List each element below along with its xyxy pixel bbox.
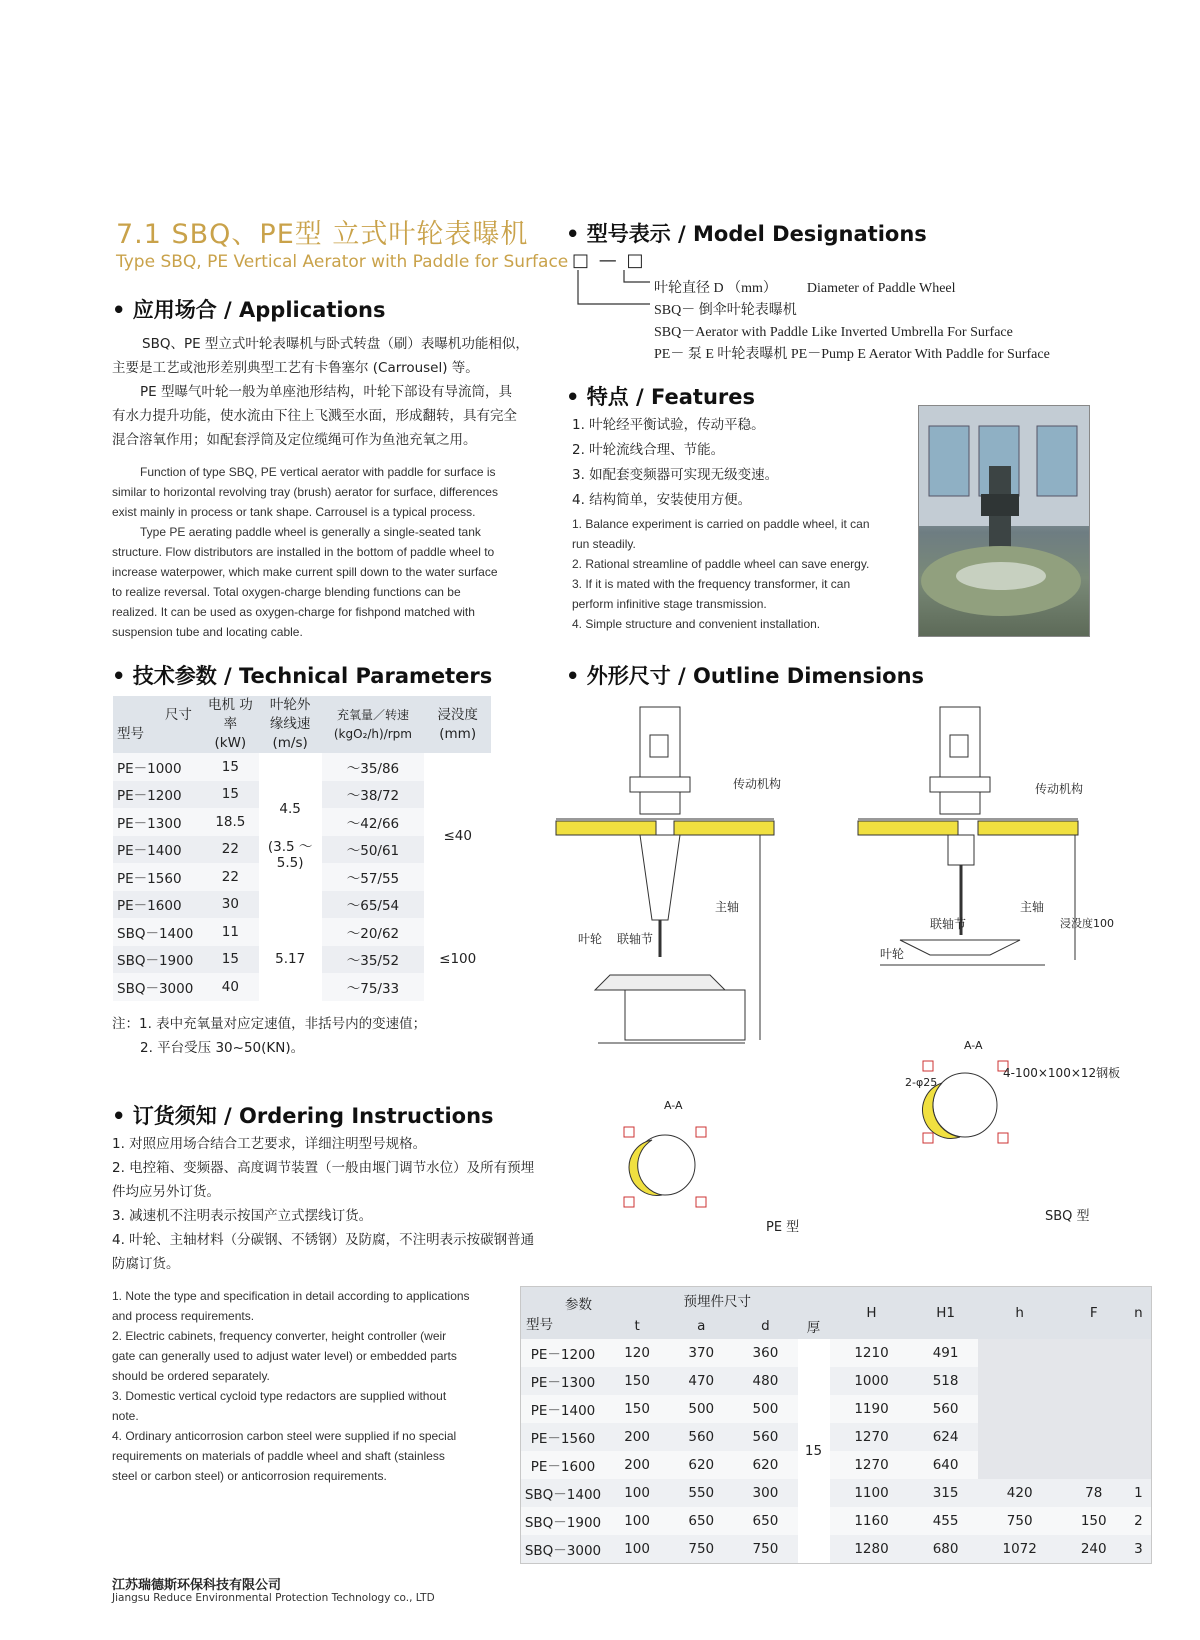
page-title: 7.1 SBQ、PE型 立式叶轮表曝机 — [116, 219, 529, 250]
model-line-4: PE－ 泵 E 叶轮表曝机 PE－Pump E Aerator With Paddle for Surface — [654, 347, 1050, 362]
dim-H: 1210 — [830, 1339, 914, 1367]
dim-F: 150 — [1062, 1507, 1126, 1535]
feature-cn: 2. 叶轮流线合理、节能。 — [572, 442, 725, 458]
table-row — [521, 1479, 1152, 1507]
dim-h: 420 — [978, 1479, 1062, 1507]
tp-pe-speed-fixed: 4.5 — [279, 800, 301, 817]
tp-power: 15 — [202, 946, 259, 974]
app-en-line: Type PE aerating paddle wheel is generally a single-seated tank — [140, 525, 481, 539]
tp-sbq-speed: 5.17 — [259, 918, 322, 1001]
app-en-line: structure. Flow distributors are installed in the bottom of paddle wheel to — [112, 545, 495, 559]
tp-header-oxygen: 充氧量／转速 (kgO₂/h)/rpm — [322, 696, 425, 753]
table-row — [113, 918, 491, 946]
dim-header-H: H — [830, 1287, 914, 1340]
feature-cn: 3. 如配套变频器可实现无级变速。 — [572, 467, 779, 483]
applications-en — [112, 462, 542, 642]
ordering-en-line: note. — [112, 1409, 139, 1423]
dim-a: 750 — [669, 1535, 733, 1564]
model-legend — [654, 278, 1074, 366]
ordering-cn — [112, 1132, 557, 1276]
dim-H1: 640 — [914, 1451, 978, 1479]
tp-model: SBQ－1900 — [113, 946, 202, 974]
dim-n: 2 — [1126, 1507, 1152, 1535]
dim-H1: 624 — [914, 1423, 978, 1451]
dim-t: 150 — [605, 1367, 669, 1395]
tp-power: 22 — [202, 836, 259, 864]
pe-aa-section — [624, 1127, 706, 1207]
dim-n — [1126, 1395, 1152, 1423]
pe-aa-label: A-A — [664, 1099, 683, 1112]
tp-pe-depth: ≤40 — [424, 753, 491, 918]
outline-heading: • 外形尺寸 / Outline Dimensions — [566, 664, 925, 688]
dim-n: 3 — [1126, 1535, 1152, 1564]
tp-oxygen: ～57/55 — [322, 863, 425, 891]
table-row — [113, 753, 491, 781]
ordering-cn-line: 1. 对照应用场合结合工艺要求，详细注明型号规格。 — [112, 1136, 427, 1152]
tp-oxygen: ～20/62 — [322, 918, 425, 946]
dim-d: 360 — [733, 1339, 797, 1367]
dim-h: 750 — [978, 1507, 1062, 1535]
ordering-cn-line: 3. 减速机不注明表示按国产立式摆线订货。 — [112, 1208, 373, 1224]
photo-illustration — [919, 406, 1089, 636]
feature-en: 4. Simple structure and convenient installation. — [572, 617, 821, 631]
pe-wheel-label: 叶轮 — [578, 932, 603, 946]
dim-F — [1062, 1395, 1126, 1423]
table-row — [521, 1395, 1152, 1423]
dim-F — [1062, 1423, 1126, 1451]
dim-a: 550 — [669, 1479, 733, 1507]
table-row — [521, 1339, 1152, 1367]
sbq-holes-label: 2-φ25 — [905, 1076, 938, 1089]
dim-t: 200 — [605, 1423, 669, 1451]
pe-coupling-label: 联轴节 — [617, 932, 654, 946]
dim-t: 100 — [605, 1507, 669, 1535]
tech-note-1: 注：1. 表中充氧量对应定速值，非括号内的变速值； — [112, 1016, 427, 1032]
ordering-en — [112, 1286, 507, 1486]
dim-a: 650 — [669, 1507, 733, 1535]
dim-header-a: a — [669, 1313, 733, 1339]
sbq-steel-plate-label: 4-100×100×12钢板 — [1003, 1066, 1121, 1080]
dim-d: 750 — [733, 1535, 797, 1564]
dim-t: 200 — [605, 1451, 669, 1479]
app-en-line: Function of type SBQ, PE vertical aerator with paddle for surface is — [140, 465, 496, 479]
dim-header-t: t — [605, 1313, 669, 1339]
dim-H1: 560 — [914, 1395, 978, 1423]
tp-oxygen: ～50/61 — [322, 836, 425, 864]
ordering-en-line: should be ordered separately. — [112, 1369, 270, 1383]
tp-oxygen: ～42/66 — [322, 808, 425, 836]
app-en-line: increase waterpower, which make current spill down to the water surface — [112, 565, 498, 579]
ordering-en-line: 3. Domestic vertical cycloid type redactors are supplied without — [112, 1389, 447, 1403]
dimensions-table — [520, 1286, 1152, 1564]
dim-a: 500 — [669, 1395, 733, 1423]
dim-t: 120 — [605, 1339, 669, 1367]
ordering-en-line: 1. Note the type and specification in detail according to applications — [112, 1289, 470, 1303]
tp-header-depth: 浸没度 (mm) — [424, 696, 491, 753]
dim-d: 650 — [733, 1507, 797, 1535]
dim-F: 78 — [1062, 1479, 1126, 1507]
features-heading: • 特点 / Features — [566, 385, 756, 409]
model-diameter-en: Diameter of Paddle Wheel — [806, 281, 956, 296]
dim-F — [1062, 1339, 1126, 1367]
table-row — [521, 1535, 1152, 1564]
sbq-wheel-label: 叶轮 — [880, 947, 905, 961]
dim-t: 150 — [605, 1395, 669, 1423]
ordering-cn-line: 件均应另外订货。 — [112, 1184, 220, 1200]
applications-cn — [112, 332, 542, 452]
app-cn-line: SBQ、PE 型立式叶轮表曝机与卧式转盘（刷）表曝机功能相似， — [142, 336, 529, 352]
ordering-en-line: gate can generally used to adjust water level) or embedded parts — [112, 1349, 457, 1363]
dim-d: 480 — [733, 1367, 797, 1395]
model-bracket-lines — [572, 268, 652, 318]
dim-corner-header — [521, 1287, 606, 1340]
tp-header-model: 型号 — [117, 725, 144, 742]
tp-model: PE－1400 — [113, 836, 202, 864]
sbq-aa-label: A-A — [964, 1039, 983, 1052]
tp-oxygen: ～65/54 — [322, 891, 425, 919]
dim-header-d: d — [733, 1313, 797, 1339]
ordering-en-line: and process requirements. — [112, 1309, 255, 1323]
dim-H: 1270 — [830, 1423, 914, 1451]
sbq-type-label: SBQ 型 — [1045, 1209, 1090, 1224]
dim-model: PE－1300 — [521, 1367, 606, 1395]
ordering-en-line: 2. Electric cabinets, frequency converter, height controller (weir — [112, 1329, 447, 1343]
sbq-depth-label: 浸没度100 — [1060, 917, 1114, 930]
dim-h — [978, 1451, 1062, 1479]
tp-oxygen: ～35/86 — [322, 753, 425, 781]
app-en-line: realized. It can be used as oxygen-charge for fishpond matched with — [112, 605, 475, 619]
model-heading: • 型号表示 / Model Designations — [566, 222, 927, 246]
tp-pe-speed — [259, 753, 322, 918]
dim-n — [1126, 1367, 1152, 1395]
app-cn-line: 有水力提升功能，使水流由下往上飞溅至水面，形成翻转，具有完全 — [112, 408, 517, 424]
tp-header-power: 电机 功率 (kW) — [202, 696, 259, 753]
table-row — [521, 1451, 1152, 1479]
model-diameter-cn: 叶轮直径 D （mm） — [654, 281, 777, 296]
dim-H: 1270 — [830, 1451, 914, 1479]
ordering-cn-line: 4. 叶轮、主轴材料（分碳钢、不锈钢）及防腐，不注明表示按碳钢普通 — [112, 1232, 535, 1248]
tp-power: 18.5 — [202, 808, 259, 836]
dim-header-h: h — [978, 1287, 1062, 1340]
app-en-line: exist mainly in process or tank shape. Carrousel is a typical process. — [112, 505, 476, 519]
dim-H: 1000 — [830, 1367, 914, 1395]
tp-model: PE－1200 — [113, 781, 202, 809]
ordering-en-line: 4. Ordinary anticorrosion carbon steel were supplied if no special — [112, 1429, 457, 1443]
dim-model: PE－1400 — [521, 1395, 606, 1423]
applications-heading: • 应用场合 / Applications — [112, 298, 386, 322]
app-cn-line: 主要是工艺或池形差别典型工艺有卡鲁塞尔 (Carrousel) 等。 — [112, 360, 479, 376]
dim-n — [1126, 1339, 1152, 1367]
dim-header-n: n — [1126, 1287, 1152, 1340]
model-line-1 — [654, 278, 1074, 300]
dim-header-H1: H1 — [914, 1287, 978, 1340]
tp-power: 40 — [202, 973, 259, 1001]
dim-header-param: 参数 — [565, 1297, 592, 1313]
dim-a: 560 — [669, 1423, 733, 1451]
features-cn — [572, 413, 912, 513]
tp-power: 11 — [202, 918, 259, 946]
tp-power: 15 — [202, 753, 259, 781]
dim-H1: 680 — [914, 1535, 978, 1564]
technical-parameters-table — [113, 696, 491, 1001]
dim-model: SBQ－1900 — [521, 1507, 606, 1535]
app-en-line: suspension tube and locating cable. — [112, 625, 303, 639]
table-row — [521, 1423, 1152, 1451]
page-subtitle: Type SBQ, PE Vertical Aerator with Paddle for Surface — [116, 252, 569, 272]
dim-H: 1100 — [830, 1479, 914, 1507]
dim-n — [1126, 1423, 1152, 1451]
dim-n — [1126, 1451, 1152, 1479]
dim-d: 620 — [733, 1451, 797, 1479]
feature-en: 1. Balance experiment is carried on paddle wheel, it can — [572, 517, 870, 531]
table-row — [521, 1367, 1152, 1395]
company-name-cn: 江苏瑞德斯环保科技有限公司 — [112, 1578, 282, 1593]
dim-d: 560 — [733, 1423, 797, 1451]
tp-model: PE－1000 — [113, 753, 202, 781]
sbq-coupling-label: 联轴节 — [930, 917, 967, 931]
tp-header-size: 尺寸 — [164, 706, 192, 723]
dim-model: PE－1560 — [521, 1423, 606, 1451]
dim-h — [978, 1423, 1062, 1451]
dim-h — [978, 1339, 1062, 1367]
company-name-en: Jiangsu Reduce Environmental Protection Technology co., LTD — [112, 1592, 435, 1604]
dim-t: 100 — [605, 1479, 669, 1507]
sbq-aa-section — [923, 1061, 1008, 1143]
tp-model: SBQ－3000 — [113, 973, 202, 1001]
app-cn-line: 混合溶氧作用；如配套浮筒及定位缆绳可作为鱼池充氧之用。 — [112, 432, 477, 448]
dim-H: 1160 — [830, 1507, 914, 1535]
dim-n: 1 — [1126, 1479, 1152, 1507]
dim-model: SBQ－1400 — [521, 1479, 606, 1507]
app-en-line: to realize reversal. Total oxygen-charge blending functions can be — [112, 585, 461, 599]
dim-header-model: 型号 — [526, 1317, 553, 1333]
table-row — [521, 1507, 1152, 1535]
app-en-line: similar to horizontal revolving tray (brush) aerator for surface, differences — [112, 485, 498, 499]
tp-oxygen: ～75/33 — [322, 973, 425, 1001]
pe-shaft-label: 主轴 — [715, 900, 740, 914]
ordering-en-line: requirements on materials of paddle wheel and shaft (stainless — [112, 1449, 445, 1463]
dim-model: PE－1600 — [521, 1451, 606, 1479]
model-line-3: SBQ－Aerator with Paddle Like Inverted Umbrella For Surface — [654, 325, 1013, 340]
model-boxes: □ — □ — [572, 250, 646, 271]
sbq-shaft-label: 主轴 — [1020, 900, 1045, 914]
model-line-2: SBQ－ 倒伞叶轮表曝机 — [654, 303, 797, 318]
ordering-heading: • 订货须知 / Ordering Instructions — [112, 1104, 494, 1128]
tp-power: 30 — [202, 891, 259, 919]
tp-header-speed: 叶轮外 缘线速 (m/s) — [259, 696, 322, 753]
dim-thickness: 15 — [798, 1339, 830, 1564]
feature-en: perform infinitive stage transmission. — [572, 597, 767, 611]
dim-F: 240 — [1062, 1535, 1126, 1564]
dim-H1: 491 — [914, 1339, 978, 1367]
dim-a: 370 — [669, 1339, 733, 1367]
dim-t: 100 — [605, 1535, 669, 1564]
dim-header-F: F — [1062, 1287, 1126, 1340]
dim-h — [978, 1367, 1062, 1395]
sbq-drive-label: 传动机构 — [1035, 782, 1084, 796]
pe-drive-label: 传动机构 — [733, 777, 782, 791]
tp-model: PE－1300 — [113, 808, 202, 836]
dim-a: 470 — [669, 1367, 733, 1395]
aerator-photo — [918, 405, 1090, 637]
dim-d: 500 — [733, 1395, 797, 1423]
feature-en: 2. Rational streamline of paddle wheel can save energy. — [572, 557, 870, 571]
tp-pe-speed-range: (3.5 ～ 5.5) — [267, 838, 313, 871]
tp-sbq-depth: ≤100 — [424, 918, 491, 1001]
dim-model: SBQ－3000 — [521, 1535, 606, 1564]
dim-h: 1072 — [978, 1535, 1062, 1564]
ordering-cn-line: 防腐订货。 — [112, 1256, 180, 1272]
tp-power: 22 — [202, 863, 259, 891]
tp-corner-header — [113, 696, 202, 753]
ordering-en-line: steel or carbon steel) or anticorrosion requirements. — [112, 1469, 387, 1483]
feature-cn: 4. 结构简单，安装使用方便。 — [572, 492, 752, 508]
dim-F — [1062, 1451, 1126, 1479]
dim-header-thickness: 厚 — [798, 1313, 830, 1339]
dim-h — [978, 1395, 1062, 1423]
ordering-cn-line: 2. 电控箱、变频器、高度调节装置（一般由堰门调节水位）及所有预埋 — [112, 1160, 535, 1176]
app-cn-line: PE 型曝气叶轮一般为单座池形结构，叶轮下部设有导流筒，具 — [140, 384, 512, 400]
tp-power: 15 — [202, 781, 259, 809]
feature-en: run steadily. — [572, 537, 636, 551]
tp-oxygen: ～38/72 — [322, 781, 425, 809]
pe-type-label: PE 型 — [766, 1220, 800, 1235]
tech-note-2: 2. 平台受压 30~50(KN)。 — [140, 1040, 305, 1056]
tp-model: PE－1560 — [113, 863, 202, 891]
dim-H: 1190 — [830, 1395, 914, 1423]
outline-drawings — [550, 695, 1170, 1255]
dim-H: 1280 — [830, 1535, 914, 1564]
dim-H1: 455 — [914, 1507, 978, 1535]
dim-a: 620 — [669, 1451, 733, 1479]
dim-H1: 315 — [914, 1479, 978, 1507]
features-en — [572, 514, 917, 634]
tp-model: PE－1600 — [113, 891, 202, 919]
dim-d: 300 — [733, 1479, 797, 1507]
tech-heading: • 技术参数 / Technical Parameters — [112, 664, 493, 688]
dim-header-embedded: 预埋件尺寸 — [605, 1287, 830, 1314]
feature-en: 3. If it is mated with the frequency transformer, it can — [572, 577, 851, 591]
tp-oxygen: ～35/52 — [322, 946, 425, 974]
dim-H1: 518 — [914, 1367, 978, 1395]
dim-model: PE－1200 — [521, 1339, 606, 1367]
feature-cn: 1. 叶轮经平衡试验，传动平稳。 — [572, 417, 765, 433]
tp-model: SBQ－1400 — [113, 918, 202, 946]
dim-F — [1062, 1367, 1126, 1395]
